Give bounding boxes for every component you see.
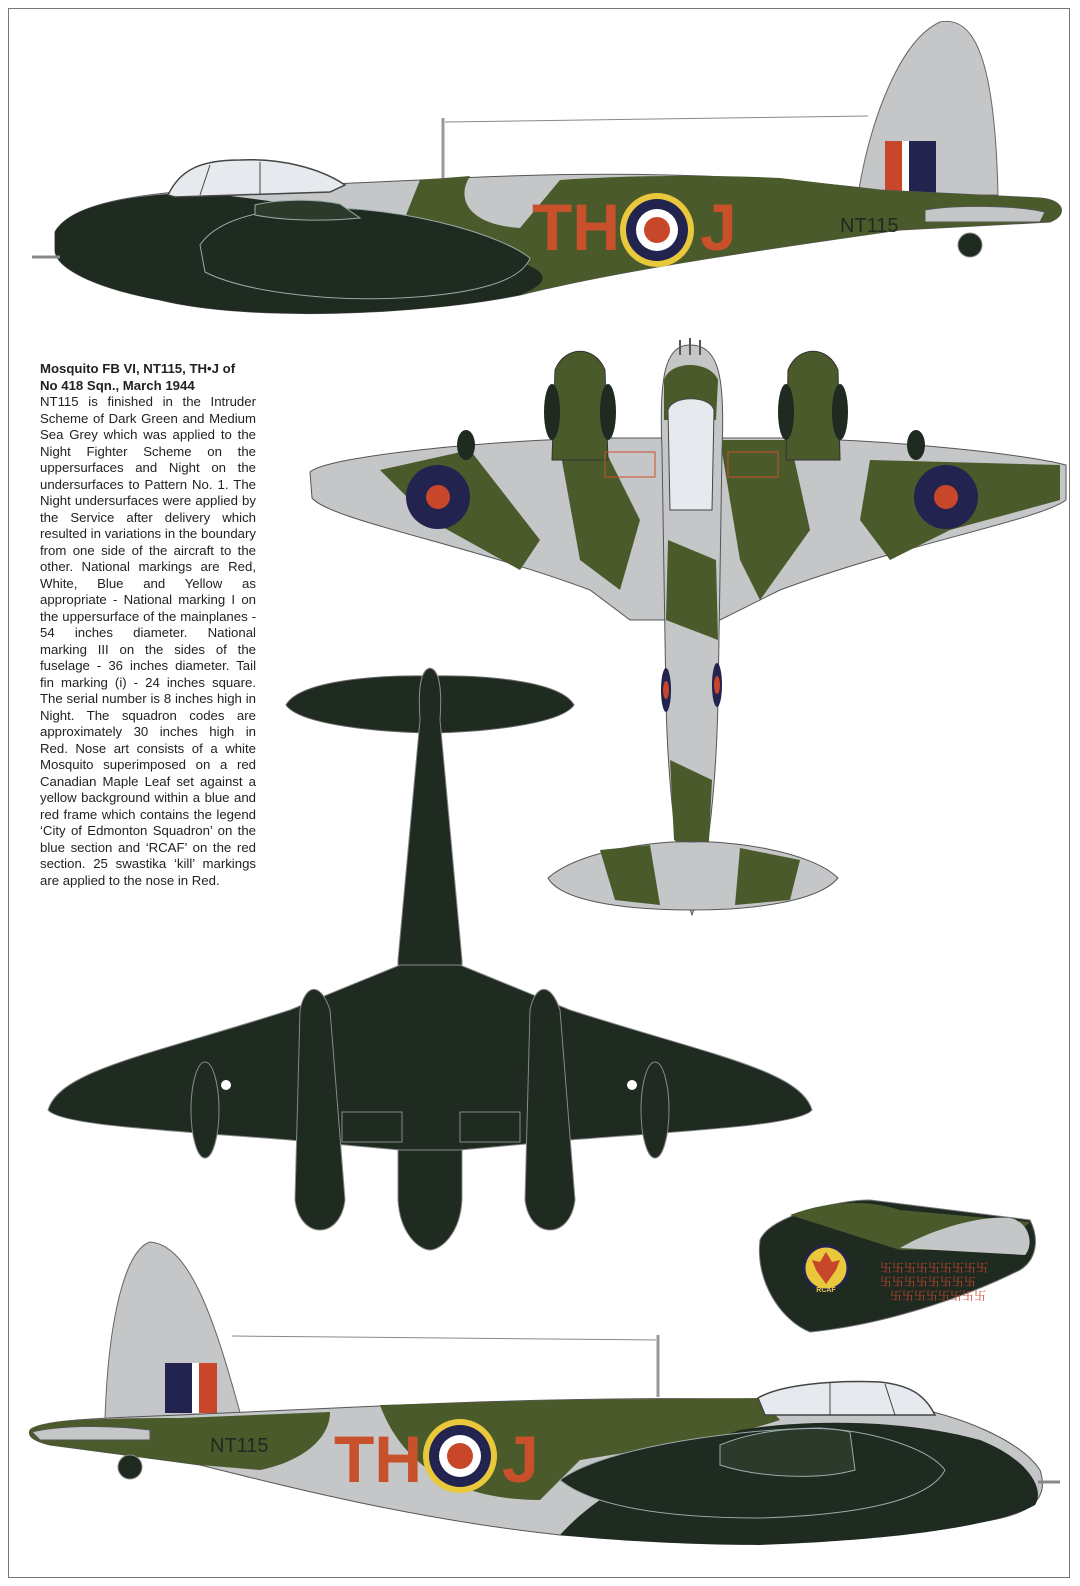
port-drop-tank bbox=[191, 1062, 219, 1158]
squadron-code-th: TH bbox=[532, 190, 620, 264]
fuselage-roundel-stbd bbox=[423, 1419, 497, 1493]
wing-roundel-starboard bbox=[914, 465, 978, 529]
serial-number: NT115 bbox=[840, 215, 899, 237]
fuselage-side-roundel-right bbox=[712, 663, 722, 707]
svg-text:卐卐卐卐卐卐卐卐卐: 卐卐卐卐卐卐卐卐卐 bbox=[880, 1261, 989, 1275]
fin-flash-stbd bbox=[165, 1363, 217, 1413]
aerial-wire bbox=[445, 116, 868, 122]
mainplane-underside bbox=[48, 965, 812, 1150]
aircraft-letter-j: J bbox=[700, 190, 737, 264]
aircraft-letter-j-stbd: J bbox=[502, 1422, 539, 1496]
canopy-plan bbox=[668, 399, 714, 510]
tail-wheel bbox=[958, 233, 982, 257]
serial-number-stbd: NT115 bbox=[210, 1435, 269, 1457]
tail-wheel-stbd bbox=[118, 1455, 142, 1479]
svg-text:卐卐卐卐卐卐卐卐: 卐卐卐卐卐卐卐卐 bbox=[880, 1275, 977, 1289]
fuselage-underside bbox=[398, 668, 462, 1250]
starboard-exhaust-shroud bbox=[907, 430, 925, 460]
starboard-nacelle bbox=[786, 351, 840, 460]
nose-art-rcaf: RCAF bbox=[816, 1287, 836, 1294]
wing-roundel-port bbox=[406, 465, 470, 529]
caption-title: Mosquito FB VI, NT115, TH•J of No 418 Sqn., March 1944 bbox=[40, 361, 236, 393]
starboard-propeller bbox=[778, 384, 794, 440]
port-exhaust-shroud bbox=[457, 430, 475, 460]
squadron-code-th-stbd: TH bbox=[334, 1422, 422, 1496]
tailplane-stbd bbox=[32, 1426, 150, 1440]
fuselage-side-roundel-left bbox=[661, 668, 671, 712]
cockpit-canopy bbox=[168, 160, 345, 197]
port-propeller bbox=[544, 384, 560, 440]
nose-art-detail bbox=[759, 1200, 1035, 1332]
fuselage-roundel bbox=[620, 193, 694, 267]
svg-text:卐卐卐卐卐卐卐卐: 卐卐卐卐卐卐卐卐 bbox=[890, 1289, 987, 1303]
aerial-wire-stbd bbox=[232, 1336, 656, 1340]
starboard-drop-tank bbox=[641, 1062, 669, 1158]
kill-markings bbox=[880, 1261, 988, 1303]
fin-flash bbox=[885, 141, 936, 193]
caption-body: NT115 is finished in the Intruder Scheme of Dark Green and Medium Sea Grey which was applied to the Night Fighter Scheme on the uppersurfaces and Night on the undersurfaces to Pattern No. 1. The Night undersurfaces were applied by the Service after delivery which resulted in variations in the boundary from one side of the aircraft to the other. National markings are Red, White, Blue and Yellow as appropriate - National marking I on the uppersurface of the mainplanes - 54 inches diameter. National marking III on the sides of the fuselage - 36 inches diameter. Tail fin marking (i) - 24 inches square. The serial number is 8 inches high in Night. The squadron codes are approximately 30 inches high in Red. Nose art consists of a white Mosquito superimposed on a red Canadian Maple Leaf set against a yellow background within a blue and red frame which contains the legend ‘City of Edmonton Squadron’ on the blue section and ‘RCAF’ on the red section. 25 swastika ‘kill’ markings are applied to the nose in Red. bbox=[40, 394, 256, 888]
tailplane bbox=[925, 206, 1045, 222]
cockpit-canopy-stbd bbox=[758, 1382, 935, 1415]
port-profile bbox=[32, 21, 1061, 313]
port-nacelle bbox=[552, 351, 608, 460]
